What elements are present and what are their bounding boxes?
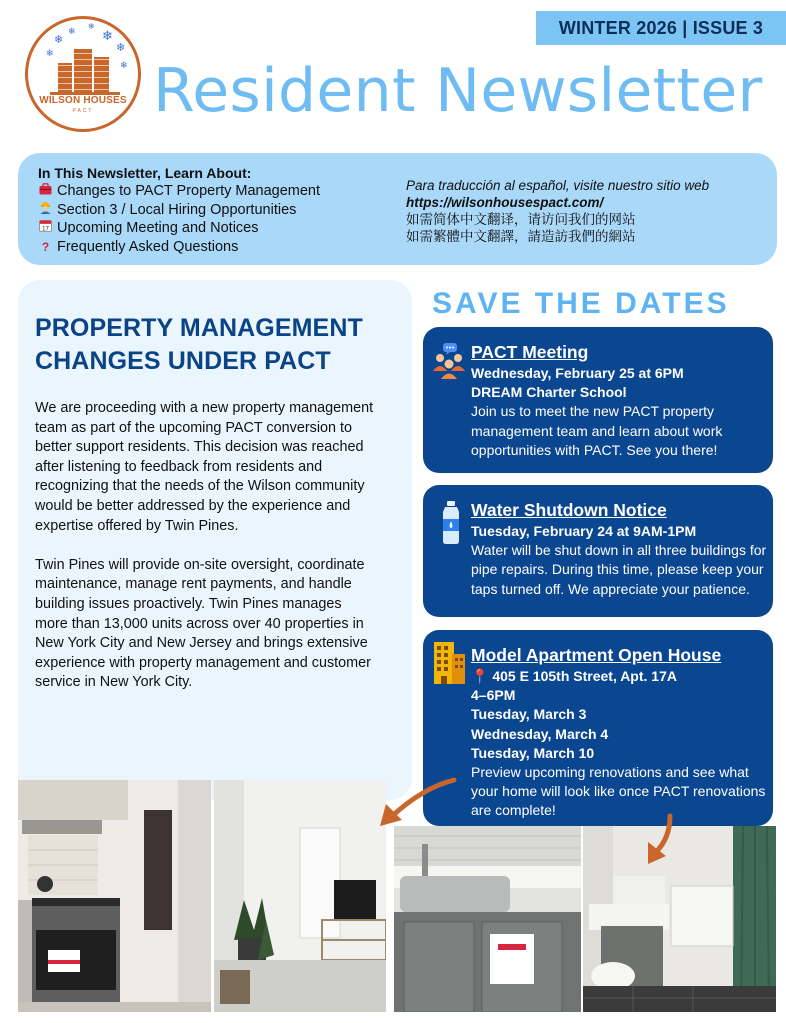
event-title[interactable]: Water Shutdown Notice xyxy=(471,500,667,520)
building-shape xyxy=(94,57,109,95)
event-location: DREAM Charter School xyxy=(471,384,627,401)
toc-item: Changes to PACT Property Management xyxy=(38,182,320,201)
page-title: Resident Newsletter xyxy=(153,56,763,126)
toc-item: Section 3 / Local Hiring Opportunities xyxy=(38,201,320,220)
spanish-translation-text: Para traducción al español, visite nuestro sitio web xyxy=(406,178,710,193)
article-paragraph: Twin Pines will provide on-site oversight, coordinate maintenance, manage rent payments, and handle building issues proactively. Twin Pines manages more than 13,000 units across over 40 properties in New York City and New Jersey and brings extensive experience with property management and customer service in New York City. xyxy=(35,556,371,691)
event-details xyxy=(471,667,767,821)
arrow-icon xyxy=(370,770,460,830)
logo-text: WILSON HOUSES xyxy=(39,95,127,106)
toc-item: ? Frequently Asked Questions xyxy=(38,238,320,257)
website-link[interactable]: https://wilsonhousespact.com/ xyxy=(406,195,604,210)
living-room-photo xyxy=(214,780,386,1012)
toc-list xyxy=(38,182,320,256)
event-description: Preview upcoming renovations and see what your home will look like once PACT renovations are complete! xyxy=(471,764,766,819)
event-title[interactable]: PACT Meeting xyxy=(471,342,589,362)
event-details xyxy=(471,364,767,460)
save-the-dates-heading: SAVE THE DATES xyxy=(432,287,730,320)
snowflake-icon: ❄ xyxy=(102,28,113,43)
briefcase-icon xyxy=(38,182,53,201)
snowflake-icon: ❄ xyxy=(46,48,54,58)
arrow-icon xyxy=(640,812,680,868)
event-date: Wednesday, March 4 xyxy=(471,725,609,742)
building-shape xyxy=(58,63,72,95)
building-icon xyxy=(431,638,467,678)
event-card-water-shutdown xyxy=(423,485,773,617)
event-description: Water will be shut down in all three buildings for pipe repairs. During this time, please keep your taps turned off. We appreciate your patience. xyxy=(471,542,767,597)
event-date: Tuesday, February 24 at 9AM-1PM xyxy=(471,523,697,539)
simplified-chinese-text: 如需简体中文翻译，请访问我们的网站 xyxy=(406,212,636,227)
issue-badge: WINTER 2026 | ISSUE 3 xyxy=(536,11,786,45)
wilson-houses-logo xyxy=(25,16,141,132)
worker-icon xyxy=(38,201,53,220)
event-address: 📍 405 E 105th Street, Apt. 17A xyxy=(471,668,677,684)
meeting-icon xyxy=(431,341,467,381)
toc-heading: In This Newsletter, Learn About: xyxy=(38,165,252,181)
snowflake-icon: ❄ xyxy=(116,42,126,54)
article-body xyxy=(35,399,375,713)
event-date: Tuesday, March 3 xyxy=(471,706,587,723)
logo-subtext: PACT xyxy=(72,108,94,114)
event-date: Wednesday, February 25 at 6PM xyxy=(471,365,684,381)
event-card-open-house xyxy=(423,630,773,826)
calendar-icon xyxy=(38,219,53,238)
translation-info xyxy=(406,177,709,245)
event-details xyxy=(471,522,767,599)
building-shape xyxy=(74,49,92,95)
snowflake-icon: ❄ xyxy=(88,22,95,31)
event-description: Join us to meet the new PACT property management team and learn about work opportunities with PACT. See you there! xyxy=(471,403,723,458)
event-title[interactable]: Model Apartment Open House xyxy=(471,645,722,665)
water-bottle-icon xyxy=(431,499,467,539)
toc-item: 17 Upcoming Meeting and Notices xyxy=(38,219,320,238)
snowflake-icon: ❄ xyxy=(120,60,128,70)
event-time: 4–6PM xyxy=(471,687,516,704)
event-card-pact-meeting xyxy=(423,327,773,473)
article-title: PROPERTY MANAGEMENT CHANGES UNDER PACT xyxy=(35,314,363,375)
article-paragraph: We are proceeding with a new property management team as part of the upcoming PACT conversion to better support residents. This decision was reached after listening to feedback from residents and recognizing that the needs of the Wilson community would be better addressed by the experience and expertise offered by Twin Pines. xyxy=(35,400,374,534)
traditional-chinese-text: 如需繁體中文翻譯，請造訪我們的網站 xyxy=(406,229,636,244)
sink-photo xyxy=(394,826,581,1012)
snowflake-icon: ❄ xyxy=(54,34,64,46)
event-date: Tuesday, March 10 xyxy=(471,744,595,761)
svg-text:17: 17 xyxy=(42,226,49,232)
snowflake-icon: ❄ xyxy=(68,26,76,36)
kitchen-photo xyxy=(18,780,211,1012)
question-icon: ? xyxy=(41,239,50,254)
